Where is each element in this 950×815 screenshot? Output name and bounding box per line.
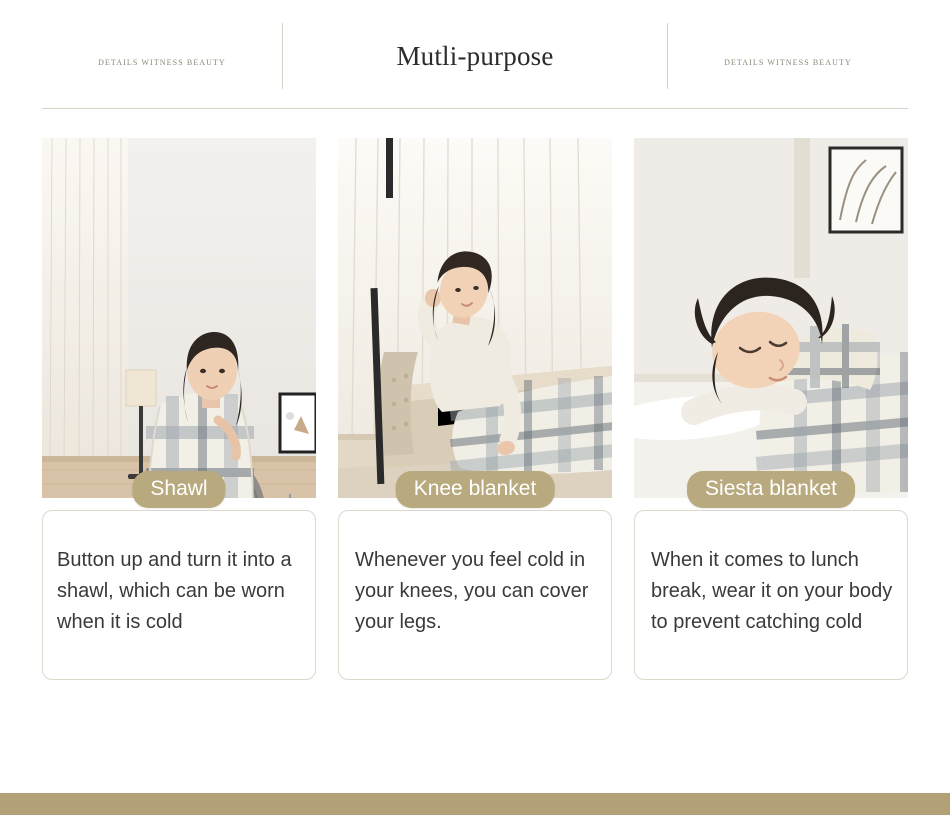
card-description-siesta-blanket: When it comes to lunch break, wear it on your body to prevent catching cold xyxy=(634,510,908,680)
header-left-caption: DETAILS WITNESS BEAUTY xyxy=(98,57,226,67)
bottom-accent-bar xyxy=(0,793,950,815)
usage-card-shawl xyxy=(42,138,316,680)
card-description-knee-blanket: Whenever you feel cold in your knees, you can cover your legs. xyxy=(338,510,612,680)
page-header xyxy=(42,0,908,118)
header-right-caption: DETAILS WITNESS BEAUTY xyxy=(724,57,852,67)
page-title: Mutli-purpose xyxy=(396,40,554,71)
card-label-siesta-blanket: Siesta blanket xyxy=(687,471,855,508)
header-rule xyxy=(42,108,908,109)
card-label-shawl: Shawl xyxy=(132,471,225,508)
usage-card-knee-blanket xyxy=(338,138,612,680)
usage-cards xyxy=(42,138,908,680)
card-description-shawl: Button up and turn it into a shawl, which can be worn when it is cold xyxy=(42,510,316,680)
siesta-blanket-photo xyxy=(634,138,908,498)
usage-card-siesta-blanket xyxy=(634,138,908,680)
card-label-knee-blanket: Knee blanket xyxy=(396,471,555,508)
shawl-photo xyxy=(42,138,316,498)
knee-blanket-photo xyxy=(338,138,612,498)
